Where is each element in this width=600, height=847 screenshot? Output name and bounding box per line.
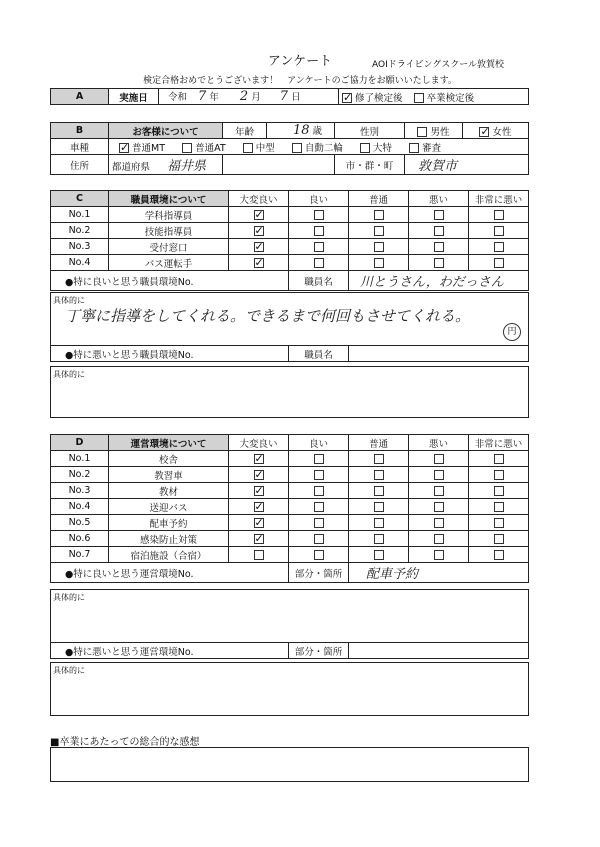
- checkbox-graduation-exam[interactable]: [414, 93, 424, 103]
- operation-rating-cell: [469, 467, 529, 483]
- operation-rating-checkbox[interactable]: [374, 502, 384, 512]
- operation-rating-checkbox[interactable]: [494, 470, 504, 480]
- rating-header-2: 良い: [289, 191, 349, 207]
- operation-rating-cell: [409, 467, 469, 483]
- operation-row-number: No.3: [51, 483, 109, 499]
- staff-row-1: [51, 207, 529, 223]
- rating-header-1: 大変良い: [229, 191, 289, 207]
- operation-row-label: 校舎: [109, 451, 229, 467]
- operation-rating-checkbox[interactable]: [374, 550, 384, 560]
- operation-rating-cell: [349, 451, 409, 467]
- staff-rating-cell: [229, 223, 289, 239]
- checkbox-car-review[interactable]: [409, 143, 419, 153]
- operation-rating-checkbox[interactable]: ✓: [254, 467, 264, 481]
- operation-rating-checkbox[interactable]: [434, 518, 444, 528]
- staff-good-detail-label: 具体的に: [53, 296, 85, 305]
- operation-row-label: 宿泊施設（合宿）: [109, 547, 229, 563]
- section-a-table: [50, 88, 529, 105]
- sex-label: 性別: [335, 123, 405, 139]
- section-d-heading: 運営環境について: [109, 435, 229, 451]
- operation-rating-cell: [409, 451, 469, 467]
- car-type-options: ✓ 普通MT 普通AT 中型 自動二輪 大特 審査: [109, 139, 529, 155]
- staff-rating-checkbox[interactable]: [374, 210, 384, 220]
- section-d-table: [50, 434, 529, 583]
- operation-rating-cell: [229, 451, 289, 467]
- operation-rating-cell: [229, 531, 289, 547]
- section-c-heading: 職員環境について: [109, 191, 229, 207]
- checkbox-car-special[interactable]: [360, 143, 370, 153]
- staff-rating-cell: [349, 223, 409, 239]
- exam-type-field: ✓ 修了検定後 卒業検定後: [339, 89, 529, 105]
- operation-rating-checkbox[interactable]: [434, 486, 444, 496]
- operation-rating-checkbox[interactable]: [494, 518, 504, 528]
- operation-rating-checkbox[interactable]: [374, 534, 384, 544]
- staff-bad-detail-label: 具体的に: [53, 370, 85, 379]
- page-subtitle: 検定合格おめでとうございます！ アンケートのご協力をお願いいたします。: [143, 76, 457, 86]
- staff-rating-cell: [289, 255, 349, 271]
- operation-rating-checkbox[interactable]: [314, 518, 324, 528]
- sex-male-field: 男性: [405, 123, 463, 139]
- city-label: 市・群・町: [335, 155, 405, 175]
- section-b-heading: お客様について: [109, 123, 223, 139]
- staff-rating-cell: [409, 223, 469, 239]
- staff-rating-cell: [229, 255, 289, 271]
- staff-rating-cell: [289, 239, 349, 255]
- staff-rating-checkbox[interactable]: [374, 258, 384, 268]
- rating-header-5: 非常に悪い: [469, 435, 529, 451]
- operation-rating-checkbox[interactable]: [374, 470, 384, 480]
- operation-bad-part-field[interactable]: [349, 643, 529, 659]
- date-month: 2: [239, 89, 249, 104]
- checkbox-car-mt[interactable]: ✓: [120, 141, 130, 154]
- staff-rating-checkbox[interactable]: [314, 226, 324, 236]
- operation-good-part-value: 配車予約: [366, 567, 419, 582]
- staff-good-detail-box[interactable]: [50, 292, 529, 346]
- staff-rating-cell: [409, 255, 469, 271]
- staff-rating-checkbox[interactable]: [494, 226, 504, 236]
- sex-female-field: ✓ 女性: [463, 123, 529, 139]
- staff-bad-detail-box[interactable]: [50, 366, 529, 418]
- operation-rating-checkbox[interactable]: [434, 534, 444, 544]
- operation-row-label: 送迎バス: [109, 499, 229, 515]
- operation-good-detail-box[interactable]: [50, 589, 529, 643]
- operation-rating-cell: [349, 467, 409, 483]
- operation-rating-checkbox[interactable]: [434, 550, 444, 560]
- staff-rating-checkbox[interactable]: [314, 210, 324, 220]
- operation-rating-checkbox[interactable]: [314, 486, 324, 496]
- staff-rating-cell: [469, 207, 529, 223]
- date-label: 実施日: [109, 89, 159, 105]
- rating-header-3: 普通: [349, 435, 409, 451]
- age-field[interactable]: 18 歳: [267, 123, 335, 139]
- operation-row-4: [51, 499, 529, 515]
- operation-rating-cell: [469, 531, 529, 547]
- age-label: 年齢: [223, 123, 267, 139]
- section-a-letter: A: [51, 89, 109, 105]
- staff-bad-table: [50, 345, 529, 362]
- staff-good-question: ●特に良いと思う職員環境No.: [51, 271, 289, 291]
- address-label: 住所: [51, 155, 109, 175]
- operation-bad-question: ●特に悪いと思う運営環境No.: [51, 643, 289, 659]
- operation-rating-checkbox[interactable]: ✓: [254, 483, 264, 497]
- operation-rating-checkbox[interactable]: [494, 550, 504, 560]
- date-year: 7: [198, 89, 207, 104]
- operation-row-3: [51, 483, 529, 499]
- operation-rating-cell: [469, 515, 529, 531]
- staff-rating-checkbox[interactable]: ✓: [254, 207, 264, 221]
- operation-rating-cell: [289, 483, 349, 499]
- operation-rating-checkbox[interactable]: [374, 486, 384, 496]
- car-type-label: 車種: [51, 139, 109, 155]
- staff-row-number: No.2: [51, 223, 109, 239]
- staff-row-number: No.4: [51, 255, 109, 271]
- staff-row-number: No.1: [51, 207, 109, 223]
- rating-header-2: 良い: [289, 435, 349, 451]
- operation-row-label: 配車予約: [109, 515, 229, 531]
- operation-rating-checkbox[interactable]: [314, 502, 324, 512]
- operation-rating-cell: [469, 547, 529, 563]
- operation-rating-cell: [289, 467, 349, 483]
- operation-rating-cell: [409, 483, 469, 499]
- staff-row-label: バス運転手: [109, 255, 229, 271]
- staff-rating-cell: [229, 207, 289, 223]
- checkbox-male[interactable]: [417, 127, 427, 137]
- inspection-stamp: 円: [503, 323, 521, 341]
- staff-rating-cell: [409, 207, 469, 223]
- staff-bad-question: ●特に悪いと思う職員環境No.: [51, 346, 289, 362]
- operation-row-number: No.5: [51, 515, 109, 531]
- staff-rating-checkbox[interactable]: [374, 242, 384, 252]
- staff-good-name-value: 川とうさん，わだっさん: [360, 275, 504, 290]
- operation-rating-checkbox[interactable]: ✓: [254, 515, 264, 529]
- staff-row-label: 学科指導員: [109, 207, 229, 223]
- operation-rating-checkbox[interactable]: [494, 534, 504, 544]
- operation-bad-table: [50, 642, 529, 659]
- city-value: 敦賀市: [418, 159, 458, 174]
- operation-row-6: [51, 531, 529, 547]
- staff-rating-cell: [349, 207, 409, 223]
- operation-row-label: 感染防止対策: [109, 531, 229, 547]
- staff-bad-name-field[interactable]: [349, 346, 529, 362]
- operation-rating-cell: [349, 531, 409, 547]
- operation-rating-cell: [409, 531, 469, 547]
- rating-header-3: 普通: [349, 191, 409, 207]
- staff-rating-checkbox[interactable]: [374, 226, 384, 236]
- staff-row-3: [51, 239, 529, 255]
- final-impression-box[interactable]: [50, 747, 529, 782]
- operation-bad-detail-label: 具体的に: [53, 666, 85, 675]
- operation-row-5: [51, 515, 529, 531]
- operation-good-part-label: 部分・箇所: [289, 563, 349, 583]
- city-field[interactable]: [405, 155, 529, 175]
- staff-good-name-field[interactable]: [349, 271, 529, 291]
- operation-bad-part-label: 部分・箇所: [289, 643, 349, 659]
- rating-header-1: 大変良い: [229, 435, 289, 451]
- operation-rating-cell: [469, 499, 529, 515]
- staff-rating-cell: [349, 255, 409, 271]
- operation-rating-cell: [469, 483, 529, 499]
- operation-rating-checkbox[interactable]: [494, 486, 504, 496]
- section-d-letter: D: [51, 435, 109, 451]
- operation-rating-cell: [349, 483, 409, 499]
- operation-rating-cell: [469, 451, 529, 467]
- staff-row-2: [51, 223, 529, 239]
- operation-bad-detail-box[interactable]: [50, 662, 529, 716]
- operation-row-number: No.6: [51, 531, 109, 547]
- staff-bad-name-label: 職員名: [289, 346, 349, 362]
- operation-row-number: No.2: [51, 467, 109, 483]
- operation-rating-checkbox[interactable]: [314, 550, 324, 560]
- section-c-table: [50, 190, 529, 291]
- page-title: アンケート: [267, 54, 333, 69]
- checkbox-female[interactable]: ✓: [480, 125, 490, 138]
- operation-rating-checkbox[interactable]: ✓: [254, 499, 264, 513]
- operation-rating-checkbox[interactable]: [494, 502, 504, 512]
- operation-rating-cell: [349, 515, 409, 531]
- staff-good-detail-text: 丁寧に指導をしてくれる。できるまで何回もさせてくれる。: [65, 307, 471, 325]
- date-field[interactable]: 令和 7 年 2 月 7 日: [159, 89, 339, 105]
- staff-row-number: No.3: [51, 239, 109, 255]
- operation-rating-checkbox[interactable]: [314, 454, 324, 464]
- section-b-letter: B: [51, 123, 109, 139]
- staff-rating-checkbox[interactable]: [434, 226, 444, 236]
- operation-row-7: [51, 547, 529, 563]
- staff-rating-cell: [469, 239, 529, 255]
- operation-rating-cell: [229, 499, 289, 515]
- checkbox-car-motorcycle[interactable]: [292, 143, 302, 153]
- operation-good-question: ●特に良いと思う運営環境No.: [51, 563, 289, 583]
- final-heading: ■卒業にあたっての総合的な感想: [50, 737, 200, 748]
- prefecture-spacer: [223, 155, 335, 175]
- staff-rating-cell: [409, 239, 469, 255]
- operation-rating-cell: [289, 547, 349, 563]
- operation-rating-cell: [229, 515, 289, 531]
- staff-rating-checkbox[interactable]: [314, 242, 324, 252]
- operation-row-1: [51, 451, 529, 467]
- operation-good-part-field[interactable]: [349, 563, 529, 583]
- operation-row-number: No.7: [51, 547, 109, 563]
- staff-rating-checkbox[interactable]: ✓: [254, 255, 264, 269]
- operation-row-number: No.1: [51, 451, 109, 467]
- staff-row-label: 受付窓口: [109, 239, 229, 255]
- staff-rating-checkbox[interactable]: ✓: [254, 239, 264, 253]
- operation-rating-checkbox[interactable]: [254, 550, 264, 560]
- operation-row-number: No.4: [51, 499, 109, 515]
- checkbox-completion-exam[interactable]: ✓: [343, 91, 353, 104]
- staff-rating-checkbox[interactable]: [434, 258, 444, 268]
- section-c-letter: C: [51, 191, 109, 207]
- checkbox-car-at[interactable]: [182, 143, 192, 153]
- operation-rating-checkbox[interactable]: ✓: [254, 451, 264, 465]
- operation-row-label: 教材: [109, 483, 229, 499]
- operation-good-detail-label: 具体的に: [53, 593, 85, 602]
- staff-rating-checkbox[interactable]: [434, 242, 444, 252]
- operation-rating-cell: [409, 547, 469, 563]
- staff-rating-cell: [349, 239, 409, 255]
- staff-rating-checkbox[interactable]: [494, 242, 504, 252]
- operation-row-2: [51, 467, 529, 483]
- operation-rating-checkbox[interactable]: [314, 534, 324, 544]
- staff-row-4: [51, 255, 529, 271]
- operation-rating-checkbox[interactable]: [434, 502, 444, 512]
- staff-rating-checkbox[interactable]: [434, 210, 444, 220]
- staff-rating-cell: [289, 223, 349, 239]
- operation-rating-cell: [289, 515, 349, 531]
- staff-good-name-label: 職員名: [289, 271, 349, 291]
- operation-rating-checkbox[interactable]: [434, 454, 444, 464]
- prefecture-field[interactable]: 都道府県 福井県: [109, 155, 223, 175]
- operation-rating-cell: [289, 451, 349, 467]
- staff-row-label: 技能指導員: [109, 223, 229, 239]
- staff-rating-checkbox[interactable]: [494, 210, 504, 220]
- operation-rating-checkbox[interactable]: [314, 470, 324, 480]
- operation-rating-cell: [409, 499, 469, 515]
- operation-rating-cell: [229, 483, 289, 499]
- operation-rating-checkbox[interactable]: [494, 454, 504, 464]
- prefecture-value: 福井県: [167, 159, 207, 174]
- rating-header-5: 非常に悪い: [469, 191, 529, 207]
- staff-rating-checkbox[interactable]: ✓: [254, 223, 264, 237]
- operation-rating-cell: [229, 547, 289, 563]
- rating-header-4: 悪い: [409, 435, 469, 451]
- staff-rating-checkbox[interactable]: [314, 258, 324, 268]
- date-day: 7: [279, 89, 289, 104]
- school-name: AOIドライビングスクール敦賀校: [372, 60, 505, 70]
- staff-rating-cell: [469, 255, 529, 271]
- operation-rating-cell: [409, 515, 469, 531]
- operation-row-label: 教習車: [109, 467, 229, 483]
- operation-rating-cell: [349, 499, 409, 515]
- operation-rating-cell: [349, 547, 409, 563]
- operation-rating-checkbox[interactable]: [374, 518, 384, 528]
- rating-header-4: 悪い: [409, 191, 469, 207]
- operation-rating-cell: [229, 467, 289, 483]
- staff-rating-cell: [229, 239, 289, 255]
- operation-rating-checkbox[interactable]: ✓: [254, 531, 264, 545]
- section-b-table: [50, 122, 529, 175]
- checkbox-car-medium[interactable]: [243, 143, 253, 153]
- operation-rating-cell: [289, 499, 349, 515]
- operation-rating-cell: [289, 531, 349, 547]
- staff-rating-cell: [469, 223, 529, 239]
- staff-rating-checkbox[interactable]: [494, 258, 504, 268]
- operation-rating-checkbox[interactable]: [374, 454, 384, 464]
- operation-rating-checkbox[interactable]: [434, 470, 444, 480]
- age-value: 18: [292, 123, 310, 138]
- staff-rating-cell: [289, 207, 349, 223]
